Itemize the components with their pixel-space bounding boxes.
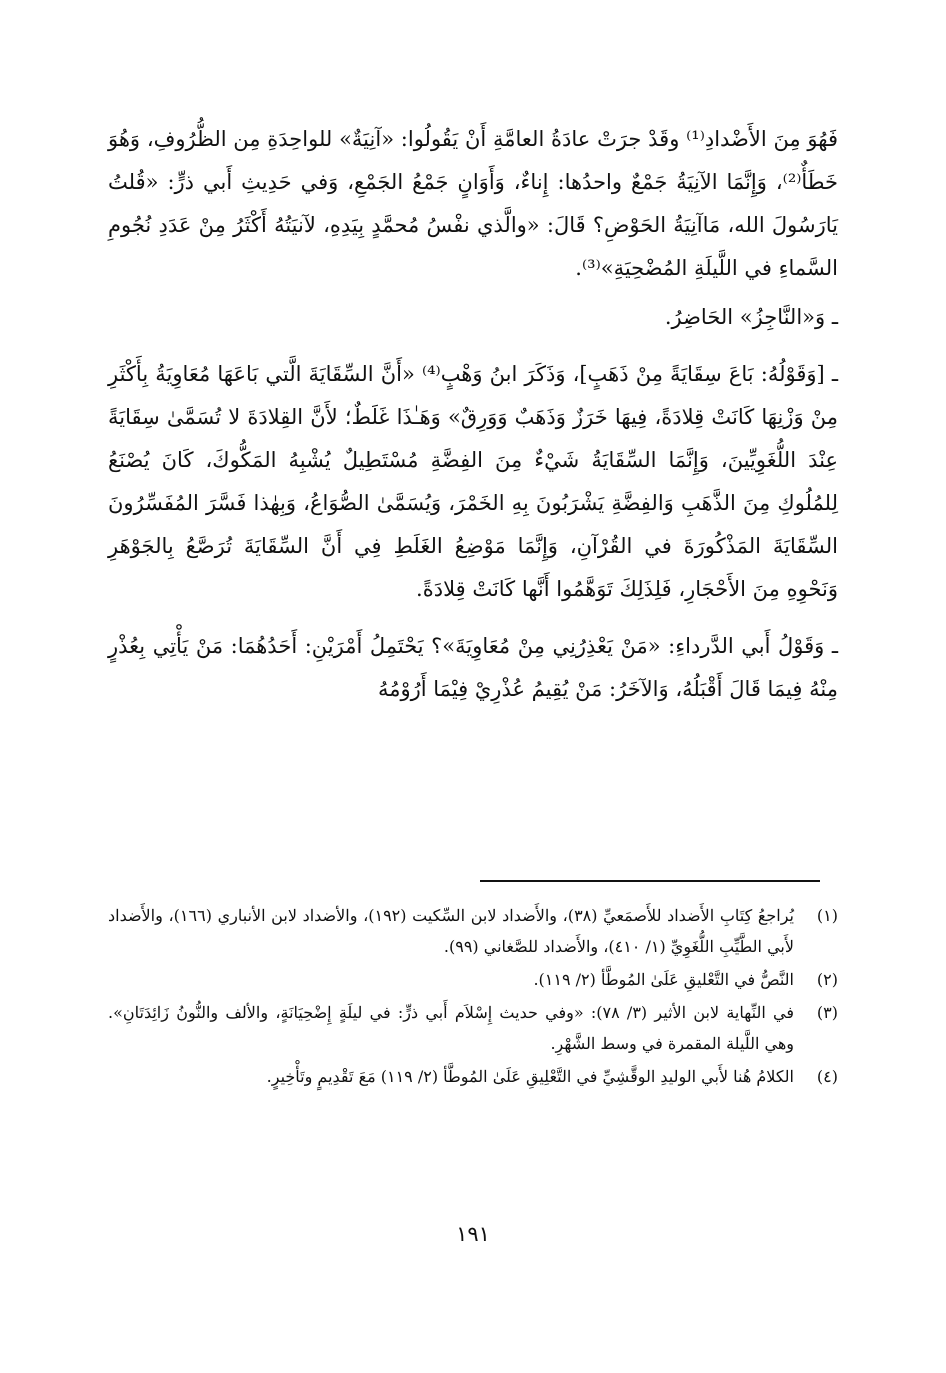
- footnote-text: يُراجعُ كِتَابِ الأَضداد للأَصمَعيِّ (٣٨)، والأَضداد لابن السِّكيت (١٩٢)، والأضداد لابن الأنباري (١٦٦)، والأَضداد لأَبي الطَّيِّبِ اللُّغَوِيِّ (١/ ٤١٠)، والأَضداد للصَّغاني (٩٩).: [108, 906, 795, 956]
- footnote-text: النَّصُّ في التَّعْليقِ عَلَىٰ المُوطَّأ (٢/ ١١٩).: [533, 970, 794, 989]
- footnote-2: [108, 964, 838, 995]
- paragraph-siqaya: ـ [وَقَوْلُهُ: بَاعَ سِقَايَةً مِنْ ذَهَبٍ]، وَذَكَرَ ابنُ وَهْبٍ⁽⁴⁾ «أَنَّ السِّقَايَةَ الَّتي بَاعَهَا مُعَاوِيَةُ بِأَكْثَرِ مِنْ وَزْنِهَا كَانَتْ قِلادَةً، فِيهَا خَرَزٌ وَذَهَبٌ وَوَرِقٌ» وَهَـٰذَا غَلَطٌ؛ لأَنَّ القِلادَةَ لا تُسَمَّىٰ سِقَايَةً عِنْدَ اللُّغَوِيِّينَ، وَإِنَّمَا السِّقَايَةُ شَيْءٌ مِنَ الفِضَّةِ مُسْتَطِيلٌ يُشْبِهُ المَكُّوكَ، كَانَ يُصْنَعُ لِلمُلُوكِ مِنَ الذَّهَبِ وَالفِضَّةِ يَشْرَبُونَ بِهِ الخَمْرَ، وَيُسَمَّىٰ الصُّوَاعُ، وَبِهٰذا فَسَّرَ المُفَسِّرُونَ السِّقَايَةَ المَذْكُورَةَ في القُرْآنِ، وَإِنَّمَا مَوْضِعُ الغَلَطِ فِي أَنَّ السِّقَايَةَ تُرَصَّعُ بِالجَوْهَرِ وَنَحْوِهِ مِنَ الأَحْجَارِ، فَلِذَلِكَ تَوَهَّمُوا أَنَّها كَانَتْ قِلادَةً.: [108, 362, 838, 601]
- footnote-text: في النِّهاية لابن الأثير (٣/ ٧٨): «وفي حديث إِسْلاَم أَبي ذرٍّ: في ليلَةٍ إِضْحِيَانَةٍ، والألف والنُّونُ زَائِدَتَانِ». وهي اللَّيلة المقمرة في وسط الشَّهْرِ.: [108, 1003, 794, 1053]
- footnote-text: الكلامُ هُنا لأَبي الوليدِ الوقَّشِيِّ في التَّعْلِيقِ عَلَىٰ المُوطَّأ (٢/ ١١٩) مَعَ تَقْدِيمٍ وتَأْخِيرٍ.: [266, 1067, 794, 1086]
- page-number: ١٩١: [456, 1222, 490, 1246]
- footnotes: [108, 900, 838, 1094]
- paragraph-abi-darda: ـ وَقَوْلُ أَبي الدَّرداءِ: «مَنْ يَعْذِرُنِي مِنْ مُعَاوِيَةَ»؟ يَحْتَمِلُ أَمْرَيْنِ: أَحَدُهُمَا: مَنْ يَأْتِي بِعُذْرٍ مِنْهُ فِيمَا قَالَ أَقْبَلُهُ، وَالآخَرُ: مَنْ يُقِيمُ عُذْرِيْ فِيْمَا أَرُوْمُهُ: [108, 634, 838, 701]
- footnote-1: [108, 900, 838, 962]
- footnote-number: (٢): [816, 970, 838, 989]
- paragraph-najiz: ـ وَ«النَّاجِزُ» الحَاضِرُ.: [664, 305, 838, 329]
- paragraph-aniya: فَهُوَ مِنَ الأَضْدادِ⁽¹⁾ وقَدْ جرَتْ عادَةُ العامَّةِ أَنْ يَقُولُوا: «آنِيَةٌ» للواحِدَةِ مِن الظُّرُوفِ، وَهُوَ خَطَأٌ⁽²⁾، وَإِنَّمَا الآنِيَةُ جَمْعٌ واحدُها: إِناءٌ، وَأَوَانٍ جَمْعُ الجَمْعِ، وَفي حَدِيثِ أَبي ذرٍّ: «قُلتُ يَارَسُولَ الله، مَاآنِيَةُ الحَوْضِ؟ قَالَ: «والَّذي نفْسُ مُحمَّدٍ بِيَدِهِ، لآنيَتُهُ أَكْثَرُ مِنْ عَدَدِ نُجُومِ السَّماءِ في اللَّيلَةِ المُضْحِيَةِ»⁽³⁾.: [108, 127, 838, 280]
- footnote-3: [108, 997, 838, 1059]
- footnote-4: [108, 1061, 838, 1092]
- footnote-number: (٤): [816, 1067, 838, 1086]
- footnote-number: (٣): [816, 1003, 838, 1022]
- main-text: [108, 118, 838, 717]
- footnote-separator: [480, 880, 820, 882]
- footnote-number: (١): [816, 906, 838, 925]
